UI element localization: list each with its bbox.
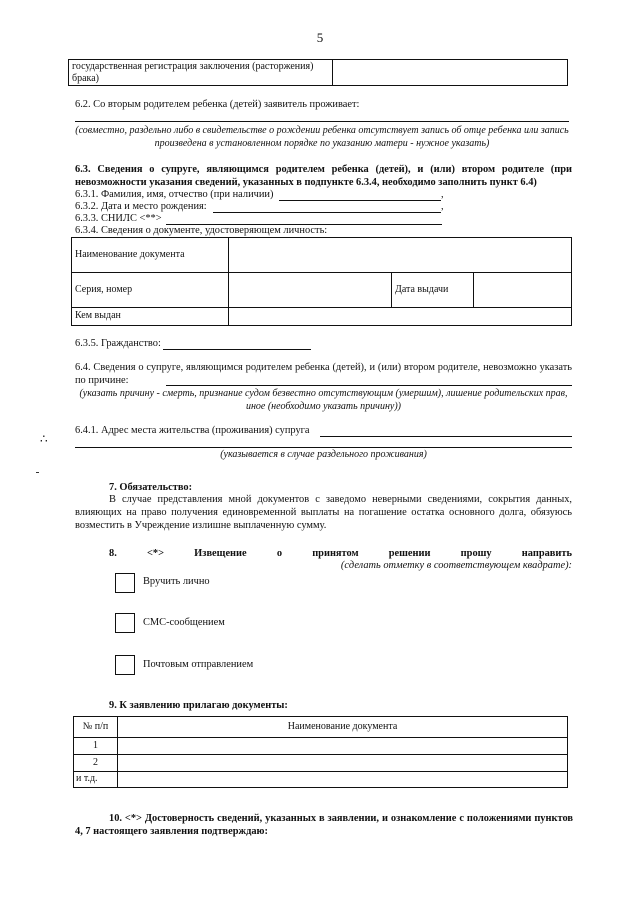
section-6-3-heading: 6.3. Сведения о супруге, являющимся родителем ребенка (детей), и (или) втором родителе (при невозможности указания сведений, указанных в подпункте 6.3.4, необходимо заполнить пункт 6.4) bbox=[75, 164, 572, 188]
section-6-4-label: 6.4. Сведения о супруге, являющимся родителем ребенка (детей), и (или) втором родителе, невозможно указать по причине: bbox=[75, 362, 572, 386]
reason-input-line[interactable] bbox=[166, 385, 572, 386]
page-number: 5 bbox=[316, 30, 324, 45]
section-10-text: 10. <*> Достоверность сведений, указанных в заявлении, и ознакомление с положениями пунктов 4, 7 настоящего заявления подтверждаю: bbox=[75, 813, 573, 837]
marriage-registration-table bbox=[68, 59, 568, 86]
marriage-registration-value[interactable] bbox=[333, 60, 568, 86]
section-6-3-4-label: 6.3.4. Сведения о документе, удостоверяющем личность: bbox=[75, 225, 328, 236]
doc-date-value[interactable] bbox=[474, 273, 572, 308]
row-document-cell[interactable] bbox=[118, 755, 568, 772]
section-9-title: 9. К заявлению прилагаю документы: bbox=[109, 700, 288, 711]
scan-mark: ∴ bbox=[40, 432, 48, 446]
row-document-cell[interactable] bbox=[118, 738, 568, 755]
table-row bbox=[74, 772, 568, 788]
address-input-line-1[interactable] bbox=[320, 436, 572, 437]
marriage-registration-label: государственная регистрация заключения (расторжения) брака) bbox=[69, 60, 333, 86]
section-6-4-1-hint: (указывается в случае раздельного проживания) bbox=[220, 449, 427, 460]
attached-documents-table bbox=[73, 716, 568, 788]
section-6-4-hint: (указать причину - смерть, признание судом безвестно отсутствующим (умершим), лишение родительских прав, иное (необходимо указать причину)) bbox=[79, 388, 568, 412]
citizenship-input-line[interactable] bbox=[163, 349, 311, 350]
doc-series-label: Серия, номер bbox=[72, 273, 229, 308]
table-row bbox=[74, 738, 568, 755]
section-7-text: В случае представления мной документов с заведомо неверными сведениями, сокрытия данных, влияющих на право получения единовременной выплаты на погашение остатка основного долга, обязуюсь возместить в Учреждение излишне выплаченную сумму. bbox=[75, 494, 572, 531]
address-input-line-2[interactable] bbox=[75, 447, 572, 448]
table-row bbox=[74, 755, 568, 772]
col-number-header: № п/п bbox=[74, 717, 118, 738]
section-6-2-input-line[interactable] bbox=[75, 121, 569, 122]
section-6-2-label: 6.2. Со вторым родителем ребенка (детей) заявитель проживает: bbox=[75, 99, 360, 110]
doc-name-value[interactable] bbox=[229, 238, 572, 273]
doc-issued-label: Кем выдан bbox=[72, 308, 229, 326]
section-6-3-5-label: 6.3.5. Гражданство: bbox=[75, 338, 161, 349]
doc-date-label: Дата выдачи bbox=[392, 273, 474, 308]
section-6-3-2-label: 6.3.2. Дата и место рождения: bbox=[75, 201, 207, 212]
birth-input-line[interactable] bbox=[213, 212, 441, 213]
birth-comma: , bbox=[441, 201, 444, 212]
section-6-3-3-label: 6.3.3. СНИЛС <**> bbox=[75, 213, 162, 224]
section-7-title: 7. Обязательство: bbox=[109, 482, 193, 493]
sms-label: СМС-сообщением bbox=[143, 617, 225, 628]
fio-input-line[interactable] bbox=[279, 200, 441, 201]
mail-checkbox[interactable] bbox=[115, 655, 135, 675]
deliver-personally-checkbox[interactable] bbox=[115, 573, 135, 593]
section-8-hint-wrap bbox=[75, 559, 572, 572]
row-number: и т.д. bbox=[74, 772, 118, 788]
sms-checkbox[interactable] bbox=[115, 613, 135, 633]
section-8-hint: (сделать отметку в соответствующем квадрате): bbox=[340, 560, 572, 571]
section-6-2-hint: (совместно, раздельно либо в свидетельстве о рождении ребенка отсутствует запись об отце ребенка или запись произведена в установленном порядке по указанию матери - нужное указать) bbox=[75, 125, 569, 149]
deliver-personally-label: Вручить лично bbox=[143, 576, 210, 587]
doc-name-label: Наименование документа bbox=[72, 238, 229, 273]
scan-mark bbox=[36, 472, 39, 473]
identity-document-table bbox=[71, 237, 572, 326]
section-8-text: 8. <*> Извещение о принятом решении прошу направить bbox=[109, 548, 572, 559]
doc-issued-value[interactable] bbox=[229, 308, 572, 326]
section-6-4-1-label: 6.4.1. Адрес места жительства (проживания) супруга bbox=[75, 425, 310, 436]
fio-comma: , bbox=[441, 189, 444, 200]
doc-series-value[interactable] bbox=[229, 273, 392, 308]
mail-label: Почтовым отправлением bbox=[143, 659, 254, 670]
section-6-3-1-label: 6.3.1. Фамилия, имя, отчество (при наличии) bbox=[75, 189, 274, 200]
row-document-cell[interactable] bbox=[118, 772, 568, 788]
col-name-header: Наименование документа bbox=[118, 717, 568, 738]
row-number: 2 bbox=[74, 755, 118, 772]
row-number: 1 bbox=[74, 738, 118, 755]
